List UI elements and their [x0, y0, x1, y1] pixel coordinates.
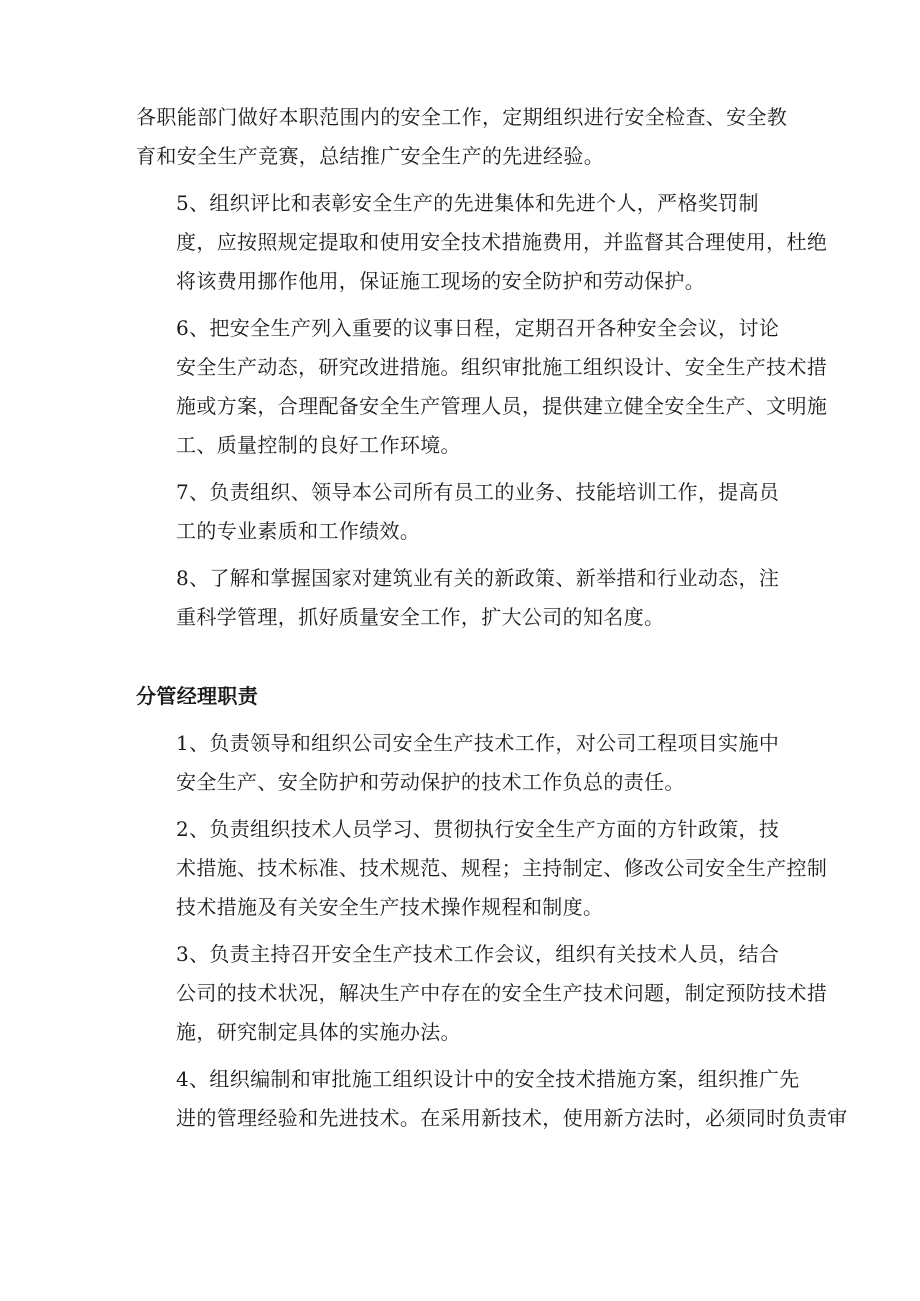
document-page [136, 98, 848, 1138]
text-line: 工、质量控制的良好工作环境。 [176, 433, 461, 457]
text-line: 1、负责领导和组织公司安全生产技术工作，对公司工程项目实施中 [176, 731, 780, 755]
text-line: 7、负责组织、领导本公司所有员工的业务、技能培训工作，提高员 [176, 480, 780, 504]
text-line: 4、组织编制和审批施工组织设计中的安全技术措施方案，组织推广先 [176, 1067, 800, 1091]
text-line: 3、负责主持召开安全生产技术工作会议，组织有关技术人员，结合 [176, 942, 780, 966]
text-line: 工的专业素质和工作绩效。 [176, 519, 421, 543]
text-line: 5、组织评比和表彰安全生产的先进集体和先进个人，严格奖罚制 [176, 191, 759, 215]
paragraph [136, 309, 828, 465]
text-line: 安全生产动态，研究改进措施。组织审批施工组织设计、安全生产技术措 [176, 355, 828, 379]
text-line: 将该费用挪作他用，保证施工现场的安全防护和劳动保护。 [176, 269, 706, 293]
paragraph [136, 935, 828, 1052]
text-line: 育和安全生产竞赛，总结推广安全生产的先进经验。 [136, 144, 605, 168]
text-line: 安全生产、安全防护和劳动保护的技术工作负总的责任。 [176, 770, 685, 794]
text-line: 2、负责组织技术人员学习、贯彻执行安全生产方面的方针政策，技 [176, 817, 780, 841]
section-deputy-manager-duties [136, 724, 848, 1138]
text-line: 进的管理经验和先进技术。在采用新技术，使用新方法时，必须同时负责审 [176, 1106, 848, 1130]
paragraph [136, 184, 828, 301]
text-line: 公司的技术状况，解决生产中存在的安全生产技术问题，制定预防技术措 [176, 981, 828, 1005]
text-line: 技术措施及有关安全生产技术操作规程和制度。 [176, 895, 604, 919]
section-continued-duties [136, 98, 828, 637]
text-line: 各职能部门做好本职范围内的安全工作，定期组织进行安全检查、安全教 [136, 105, 788, 129]
paragraph [136, 810, 828, 927]
text-line: 施或方案，合理配备安全生产管理人员，提供建立健全安全生产、文明施 [176, 394, 828, 418]
paragraph [136, 473, 796, 551]
section-title: 分管经理职责 [136, 684, 259, 708]
paragraph [136, 98, 796, 176]
paragraph [136, 559, 796, 637]
text-line: 6、把安全生产列入重要的议事日程，定期召开各种安全会议，讨论 [176, 316, 780, 340]
paragraph [136, 1060, 848, 1138]
text-line: 重科学管理，抓好质量安全工作，扩大公司的知名度。 [176, 605, 665, 629]
paragraph [136, 724, 796, 802]
text-line: 度，应按照规定提取和使用安全技术措施费用，并监督其合理使用，杜绝 [176, 230, 828, 254]
text-line: 施，研究制定具体的实施办法。 [176, 1020, 461, 1044]
text-line: 术措施、技术标准、技术规范、规程；主持制定、修改公司安全生产控制 [176, 856, 828, 880]
text-line: 8、了解和掌握国家对建筑业有关的新政策、新举措和行业动态，注 [176, 566, 780, 590]
